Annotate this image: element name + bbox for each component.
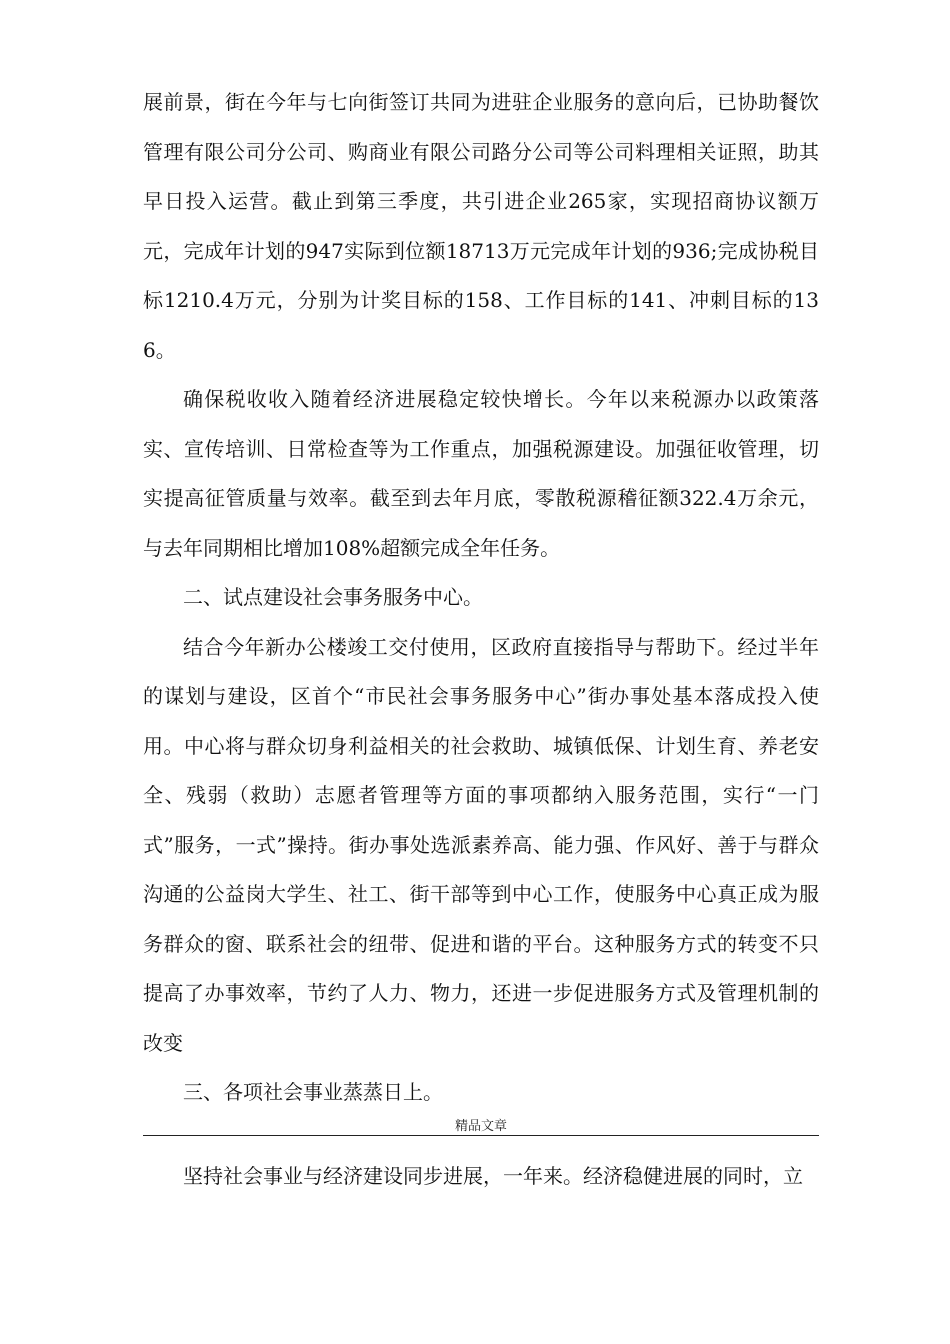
next-page-paragraph: 坚持社会事业与经济建设同步进展，一年来。经济稳健进展的同时，立 xyxy=(183,1164,803,1188)
paragraph-3: 结合今年新办公楼竣工交付使用，区政府直接指导与帮助下。经过半年的谋划与建设，区首个“市民社会事务服务中心”街办事处基本落成投入使用。中心将与群众切身利益相关的社会救助、城镇低保、计划生育、养老安全、残弱（救助）志愿者管理等方面的事项都纳入服务范围，实行“一门式”服务，一式”操持。街办事处选派素养高、能力强、作风好、善于与群众沟通的公益岗大学生、社工、街干部等到中心工作，使服务中心真正成为服务群众的窗、联系社会的纽带、促进和谐的平台。这种服务方式的转变不只提高了办事效率，节约了人力、物力，还进一步促进服务方式及管理机制的改变 xyxy=(143,634,819,1055)
footer-divider xyxy=(143,1135,819,1136)
paragraph-1: 展前景，街在今年与七向街签订共同为进驻企业服务的意向后，已协助餐饮管理有限公司分公司、购商业有限公司路分公司等公司料理相关证照，助其早日投入运营。截止到第三季度，共引进企业265家，实现招商协议额万元，完成年计划的947实际到位额18713万元完成年计划的936;完成协税目标1210.4万元，分别为计奖目标的158、工作目标的141、冲刺目标的136。 xyxy=(143,90,819,362)
section-heading-3: 三、各项社会事业蒸蒸日上。 xyxy=(183,1080,443,1104)
section-heading-2: 二、试点建设社会事务服务中心。 xyxy=(183,585,483,609)
page-footer-label: 精品文章 xyxy=(454,1119,507,1134)
next-page-body xyxy=(143,1152,819,1202)
paragraph-2: 确保税收收入随着经济进展稳定较快增长。今年以来税源办以政策落实、宣传培训、日常检查等为工作重点，加强税源建设。加强征收管理，切实提高征管质量与效率。截至到去年月底，零散税源稽征额322.4万余元，与去年同期相比增加108%超额完成全年任务。 xyxy=(143,387,819,560)
document-body xyxy=(143,78,819,1118)
